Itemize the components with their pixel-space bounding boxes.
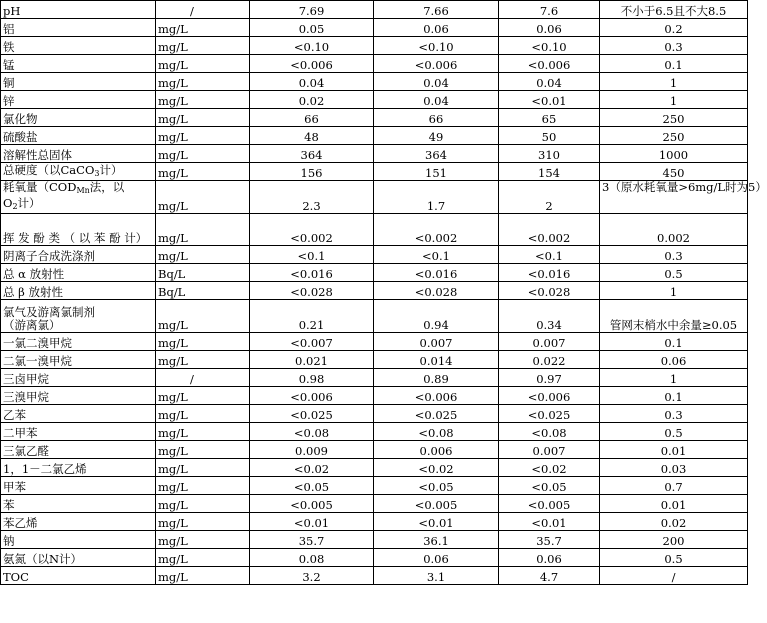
limit-value: 0.1: [600, 333, 748, 351]
sample-2-value: 364: [374, 145, 499, 163]
sample-1-value: 0.009: [250, 441, 374, 459]
sample-2-value: <0.08: [374, 423, 499, 441]
table-row: [1, 567, 748, 585]
limit-value: 0.01: [600, 495, 748, 513]
sample-1-value: <0.016: [250, 264, 374, 282]
parameter-name: 1，1－二氯乙烯: [1, 459, 156, 477]
unit-cell: mg/L: [156, 181, 250, 214]
unit-cell: mg/L: [156, 73, 250, 91]
table-row: [1, 19, 748, 37]
table-row: [1, 246, 748, 264]
name-text: 总硬度（以CaCO: [3, 163, 95, 177]
parameter-name: [1, 300, 156, 333]
table-row: [1, 387, 748, 405]
sample-3-value: 0.007: [499, 333, 600, 351]
sample-1-value: 156: [250, 163, 374, 181]
sample-3-value: 2: [499, 181, 600, 214]
sample-3-value: 154: [499, 163, 600, 181]
unit-cell: mg/L: [156, 300, 250, 333]
parameter-name: 总 β 放射性: [1, 282, 156, 300]
parameter-name: 二氯一溴甲烷: [1, 351, 156, 369]
unit-cell: mg/L: [156, 477, 250, 495]
parameter-name: 甲苯: [1, 477, 156, 495]
sample-3-value: <0.02: [499, 459, 600, 477]
name-text: 计）: [99, 163, 123, 177]
sample-1-value: 0.021: [250, 351, 374, 369]
table-row: [1, 423, 748, 441]
parameter-name: 乙苯: [1, 405, 156, 423]
table-row: [1, 441, 748, 459]
sample-3-value: <0.005: [499, 495, 600, 513]
unit-cell: mg/L: [156, 246, 250, 264]
table-row: [1, 351, 748, 369]
table-row: [1, 163, 748, 181]
unit-cell: mg/L: [156, 109, 250, 127]
sample-2-value: <0.10: [374, 37, 499, 55]
table-row: [1, 127, 748, 145]
subscript: 2: [12, 202, 18, 211]
table-row: [1, 477, 748, 495]
parameter-name: 三氯乙醛: [1, 441, 156, 459]
limit-value: 0.02: [600, 513, 748, 531]
sample-3-value: <0.01: [499, 91, 600, 109]
unit-cell: mg/L: [156, 37, 250, 55]
parameter-name: [1, 163, 156, 181]
unit-cell: mg/L: [156, 567, 250, 585]
sample-2-value: <0.002: [374, 214, 499, 246]
unit-cell: mg/L: [156, 127, 250, 145]
sample-1-value: 0.02: [250, 91, 374, 109]
table-row: [1, 549, 748, 567]
sample-3-value: <0.006: [499, 55, 600, 73]
table-row: [1, 513, 748, 531]
parameter-name: 氯化物: [1, 109, 156, 127]
sample-3-value: <0.006: [499, 387, 600, 405]
unit-cell: mg/L: [156, 163, 250, 181]
limit-value: 0.06: [600, 351, 748, 369]
limit-value: 1: [600, 282, 748, 300]
table-row: [1, 1, 748, 19]
limit-value: 0.03: [600, 459, 748, 477]
sample-2-value: 0.06: [374, 19, 499, 37]
sample-3-value: <0.002: [499, 214, 600, 246]
sample-1-value: 0.05: [250, 19, 374, 37]
sample-3-value: <0.025: [499, 405, 600, 423]
unit-cell: mg/L: [156, 423, 250, 441]
sample-1-value: 48: [250, 127, 374, 145]
sample-2-value: 151: [374, 163, 499, 181]
limit-value: 3（原水耗氧量>6mg/L时为5）: [600, 181, 748, 214]
sample-2-value: 66: [374, 109, 499, 127]
unit-cell: mg/L: [156, 549, 250, 567]
sample-1-value: 0.04: [250, 73, 374, 91]
unit-cell: mg/L: [156, 387, 250, 405]
sample-3-value: 0.04: [499, 73, 600, 91]
sample-3-value: 310: [499, 145, 600, 163]
unit-cell: mg/L: [156, 531, 250, 549]
sample-3-value: 0.06: [499, 549, 600, 567]
sample-3-value: 0.007: [499, 441, 600, 459]
name-line: 氯气及游离氯制剂: [3, 305, 95, 319]
subscript: Mn: [76, 186, 90, 195]
parameter-name: 总 α 放射性: [1, 264, 156, 282]
unit-cell: mg/L: [156, 55, 250, 73]
sample-3-value: <0.10: [499, 37, 600, 55]
unit-cell: mg/L: [156, 214, 250, 246]
sample-2-value: 0.04: [374, 91, 499, 109]
limit-value: 0.01: [600, 441, 748, 459]
table-row: [1, 369, 748, 387]
table-row: [1, 264, 748, 282]
sample-1-value: 2.3: [250, 181, 374, 214]
sample-2-value: 49: [374, 127, 499, 145]
sample-3-value: 0.06: [499, 19, 600, 37]
table-row: [1, 109, 748, 127]
parameter-name: 铜: [1, 73, 156, 91]
limit-value: 1: [600, 369, 748, 387]
unit-cell: mg/L: [156, 513, 250, 531]
sample-1-value: <0.028: [250, 282, 374, 300]
sample-3-value: 0.97: [499, 369, 600, 387]
limit-value: 0.2: [600, 19, 748, 37]
sample-2-value: <0.01: [374, 513, 499, 531]
sample-1-value: <0.01: [250, 513, 374, 531]
sample-2-value: 0.04: [374, 73, 499, 91]
table-row: [1, 55, 748, 73]
sample-1-value: <0.007: [250, 333, 374, 351]
table-row: [1, 145, 748, 163]
limit-value: 1: [600, 91, 748, 109]
sample-2-value: <0.006: [374, 387, 499, 405]
parameter-name: 铝: [1, 19, 156, 37]
table-row: [1, 531, 748, 549]
sample-1-value: <0.1: [250, 246, 374, 264]
unit-cell: mg/L: [156, 441, 250, 459]
limit-value: 0.1: [600, 387, 748, 405]
limit-value: 0.5: [600, 264, 748, 282]
sample-2-value: 0.006: [374, 441, 499, 459]
limit-value: 0.1: [600, 55, 748, 73]
sample-2-value: <0.1: [374, 246, 499, 264]
unit-cell: mg/L: [156, 333, 250, 351]
unit-cell: mg/L: [156, 459, 250, 477]
limit-value: 250: [600, 109, 748, 127]
table-row: [1, 73, 748, 91]
sample-2-value: <0.016: [374, 264, 499, 282]
sample-2-value: 36.1: [374, 531, 499, 549]
parameter-name: 苯乙烯: [1, 513, 156, 531]
sample-1-value: 35.7: [250, 531, 374, 549]
sample-1-value: 0.21: [250, 300, 374, 333]
limit-value: /: [600, 567, 748, 585]
sample-3-value: 7.6: [499, 1, 600, 19]
parameter-name: 氨氮（以N计）: [1, 549, 156, 567]
parameter-name: pH: [1, 1, 156, 19]
sample-2-value: <0.02: [374, 459, 499, 477]
parameter-name: 二甲苯: [1, 423, 156, 441]
parameter-name: 溶解性总固体: [1, 145, 156, 163]
parameter-name: 苯: [1, 495, 156, 513]
parameter-name: [1, 181, 156, 214]
limit-value: 0.5: [600, 549, 748, 567]
parameter-name: 锰: [1, 55, 156, 73]
sample-1-value: <0.02: [250, 459, 374, 477]
parameter-name: 铁: [1, 37, 156, 55]
sample-3-value: <0.016: [499, 264, 600, 282]
limit-value: 200: [600, 531, 748, 549]
parameter-name: TOC: [1, 567, 156, 585]
sample-3-value: 50: [499, 127, 600, 145]
limit-value: 450: [600, 163, 748, 181]
unit-cell: Bq/L: [156, 264, 250, 282]
sample-1-value: <0.006: [250, 55, 374, 73]
parameter-name: 阴离子合成洗涤剂: [1, 246, 156, 264]
sample-1-value: 0.98: [250, 369, 374, 387]
sample-3-value: 65: [499, 109, 600, 127]
sample-3-value: <0.1: [499, 246, 600, 264]
limit-value: 0.5: [600, 423, 748, 441]
name-text: 法，以: [89, 180, 125, 194]
table-row: [1, 181, 748, 214]
parameter-name: 一氯二溴甲烷: [1, 333, 156, 351]
sample-2-value: 1.7: [374, 181, 499, 214]
table-row: [1, 300, 748, 333]
limit-value: 0.3: [600, 405, 748, 423]
table-row: [1, 495, 748, 513]
sample-2-value: <0.025: [374, 405, 499, 423]
limit-value: 管网末梢水中余量≥0.05: [600, 300, 748, 333]
name-text: 计）: [17, 196, 41, 210]
unit-cell: mg/L: [156, 495, 250, 513]
limit-value: 0.3: [600, 37, 748, 55]
parameter-name: 硫酸盐: [1, 127, 156, 145]
parameter-name: 三溴甲烷: [1, 387, 156, 405]
table-row: [1, 91, 748, 109]
sample-2-value: <0.028: [374, 282, 499, 300]
unit-cell: mg/L: [156, 351, 250, 369]
sample-2-value: 0.94: [374, 300, 499, 333]
unit-cell: /: [156, 1, 250, 19]
sample-3-value: 0.34: [499, 300, 600, 333]
parameter-name: 三卤甲烷: [1, 369, 156, 387]
sample-3-value: <0.05: [499, 477, 600, 495]
parameter-name: 锌: [1, 91, 156, 109]
limit-value: 0.002: [600, 214, 748, 246]
sample-1-value: <0.006: [250, 387, 374, 405]
unit-cell: mg/L: [156, 405, 250, 423]
name-line: [3, 197, 153, 213]
sample-1-value: <0.10: [250, 37, 374, 55]
sample-1-value: 66: [250, 109, 374, 127]
name-text: 耗氧量（COD: [3, 180, 77, 194]
sample-2-value: 0.007: [374, 333, 499, 351]
sample-3-value: <0.028: [499, 282, 600, 300]
sample-1-value: <0.002: [250, 214, 374, 246]
sample-3-value: <0.01: [499, 513, 600, 531]
limit-value: 0.7: [600, 477, 748, 495]
sample-1-value: 0.08: [250, 549, 374, 567]
sample-3-value: 0.022: [499, 351, 600, 369]
sample-2-value: 3.1: [374, 567, 499, 585]
sample-1-value: <0.005: [250, 495, 374, 513]
subscript: 3: [94, 169, 100, 178]
limit-value: 250: [600, 127, 748, 145]
parameter-name: 钠: [1, 531, 156, 549]
limit-value: 不小于6.5且不大8.5: [600, 1, 748, 19]
name-text: O: [3, 196, 13, 210]
sample-1-value: <0.05: [250, 477, 374, 495]
table-row: [1, 214, 748, 246]
sample-2-value: <0.05: [374, 477, 499, 495]
sample-2-value: <0.005: [374, 495, 499, 513]
name-line: [3, 181, 153, 197]
sample-1-value: <0.025: [250, 405, 374, 423]
sample-1-value: 7.69: [250, 1, 374, 19]
limit-value: 1000: [600, 145, 748, 163]
sample-2-value: 0.06: [374, 549, 499, 567]
unit-cell: /: [156, 369, 250, 387]
limit-value: 1: [600, 73, 748, 91]
limit-value: 0.3: [600, 246, 748, 264]
parameter-name: 挥 发 酚 类 （ 以 苯 酚 计）: [1, 214, 156, 246]
unit-cell: mg/L: [156, 19, 250, 37]
sample-2-value: <0.006: [374, 55, 499, 73]
table-row: [1, 37, 748, 55]
sample-2-value: 0.014: [374, 351, 499, 369]
table-row: [1, 459, 748, 477]
unit-cell: mg/L: [156, 91, 250, 109]
sample-3-value: <0.08: [499, 423, 600, 441]
table-row: [1, 333, 748, 351]
sample-2-value: 7.66: [374, 1, 499, 19]
sample-1-value: 364: [250, 145, 374, 163]
name-line: （游离氯）: [3, 318, 61, 332]
unit-cell: Bq/L: [156, 282, 250, 300]
sample-3-value: 35.7: [499, 531, 600, 549]
unit-cell: mg/L: [156, 145, 250, 163]
sample-2-value: 0.89: [374, 369, 499, 387]
sample-1-value: 3.2: [250, 567, 374, 585]
table-row: [1, 405, 748, 423]
sample-1-value: <0.08: [250, 423, 374, 441]
sample-3-value: 4.7: [499, 567, 600, 585]
table-row: [1, 282, 748, 300]
